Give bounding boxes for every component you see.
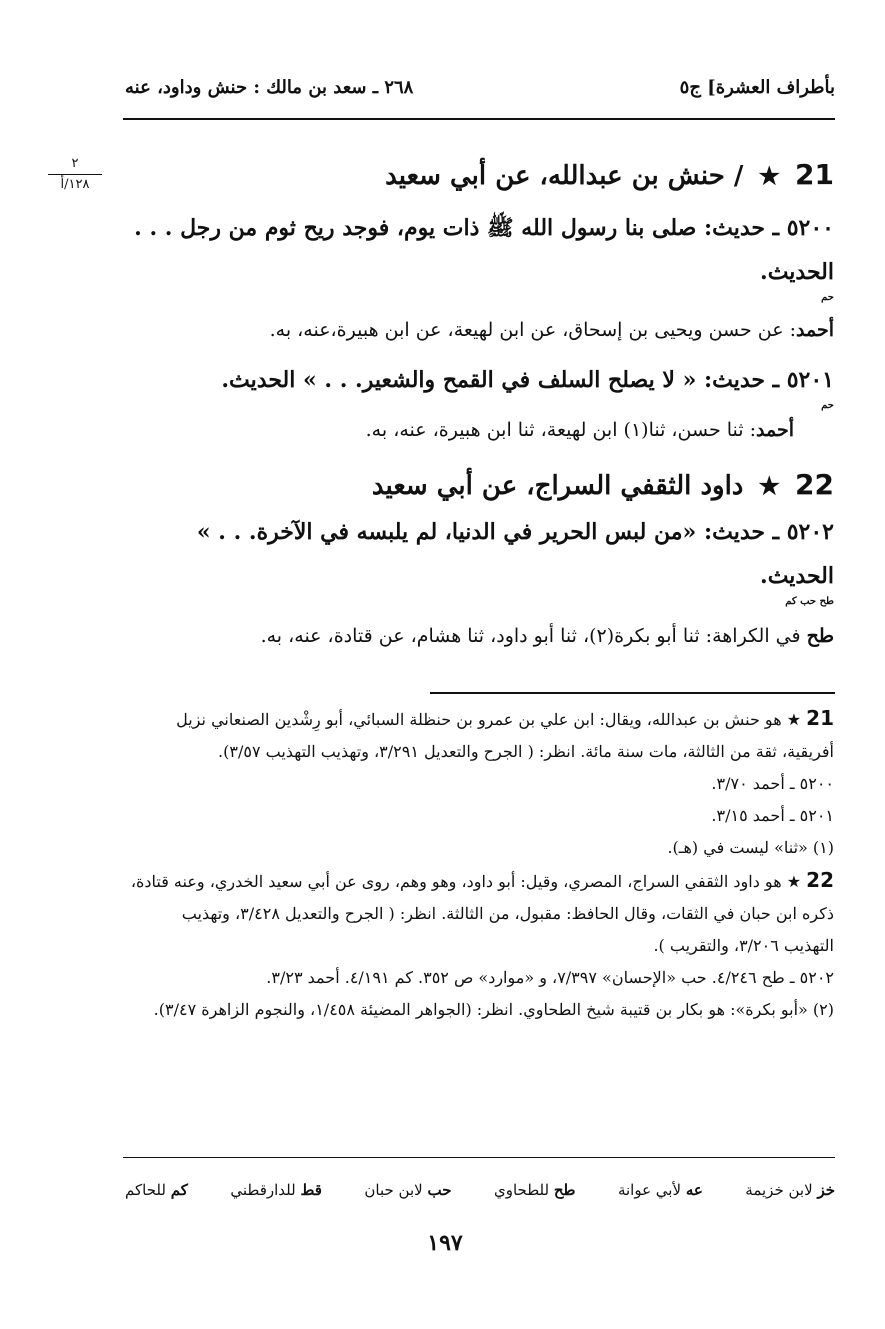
hadith-5200 bbox=[128, 206, 834, 294]
footnote-5200 bbox=[128, 768, 834, 800]
footnote-note-1 bbox=[128, 832, 834, 864]
running-head bbox=[125, 70, 835, 104]
footnote-5201 bbox=[128, 800, 834, 832]
legend-item: قط للدارقطني bbox=[230, 1181, 322, 1199]
hadith-5202 bbox=[128, 510, 834, 598]
section-number: 22 bbox=[795, 468, 834, 501]
abbreviation-legend bbox=[125, 1172, 835, 1208]
legend-item: عه لأبي عوانة bbox=[617, 1181, 703, 1199]
legend-item: حب لابن حبان bbox=[364, 1181, 452, 1199]
hadith-5201 bbox=[128, 358, 834, 402]
legend-item: خز لابن خزيمة bbox=[745, 1181, 835, 1199]
isnad-label: أحمد bbox=[796, 319, 834, 341]
hadith-source-sigla: طح حب كم bbox=[785, 596, 834, 607]
margin-note-bottom: ١٢٨/أ bbox=[60, 176, 90, 192]
section-heading bbox=[128, 460, 834, 510]
footnote-number: 22 bbox=[806, 868, 834, 892]
header-rule bbox=[123, 118, 835, 120]
star-icon: ★ bbox=[758, 161, 780, 190]
hadith-source-sigla: حم bbox=[821, 292, 834, 303]
margin-note-top: ٢ bbox=[71, 156, 79, 171]
page-number: ١٩٧ bbox=[427, 1230, 463, 1256]
footnote-text: (٢) «أبو بكرة»: هو بكار بن قتيبة شيخ الطحاوي. انظر: (الجواهر المضيئة ١/٤٥٨، والنجوم الزاهرة ٣/٤٧). bbox=[153, 1000, 834, 1019]
section-22 bbox=[128, 460, 834, 656]
footnotes bbox=[128, 702, 834, 1026]
footnote-text: هو داود الثقفي السراج، المصري، وقيل: أبو داود، وهو وهم، روى عن أبي سعيد الخدري، وعنه قتادة، ذكره ابن حبان في الثقات، وقال الحافظ: مقبول، من الثالثة. انظر: ( الجرح والتعديل ٣/٤٢٨، وتهذيب التهذيب ٣/٢٠٦، والتقريب ). bbox=[130, 872, 834, 955]
isnad-5202 bbox=[128, 616, 834, 656]
isnad-text: : ثنا حسن، ثنا(١) ابن لهيعة، ثنا ابن هبيرة، عنه، به. bbox=[365, 419, 757, 441]
section-heading bbox=[128, 150, 834, 200]
running-head-left: ٢٦٨ ـ سعد بن مالك : حنش وداود، عنه bbox=[125, 76, 414, 98]
margin-note-line bbox=[48, 174, 102, 175]
star-icon: ★ bbox=[786, 872, 802, 891]
hadith-text: ٥٢٠١ ـ حديث: « لا يصلح السلف في القمح والشعير. . . » الحديث. bbox=[221, 367, 834, 393]
footnote-number: 21 bbox=[806, 706, 834, 730]
footnote-22 bbox=[128, 864, 834, 962]
footnote-5202 bbox=[128, 962, 834, 994]
isnad-label: أحمد bbox=[756, 419, 794, 441]
margin-note bbox=[40, 156, 110, 192]
isnad-5201 bbox=[128, 410, 834, 450]
hadith-source-sigla: حم bbox=[821, 400, 834, 411]
legend-item: طح للطحاوي bbox=[493, 1181, 576, 1199]
section-21 bbox=[128, 150, 834, 450]
footnote-text: ٥٢٠١ ـ أحمد ٣/١٥. bbox=[711, 806, 834, 825]
footnote-text: (١) «ثنا» ليست في (هـ). bbox=[667, 838, 834, 857]
hadith-text: ٥٢٠٠ ـ حديث: صلى بنا رسول الله ﷺ ذات يوم، فوجد ريح ثوم من رجل . . . الحديث. bbox=[134, 215, 834, 285]
section-number: 21 bbox=[795, 158, 834, 191]
isnad-5200 bbox=[128, 310, 834, 350]
section-title: / حنش بن عبدالله، عن أبي سعيد bbox=[385, 161, 744, 191]
footnote-rule bbox=[430, 692, 835, 694]
isnad-label: طح bbox=[806, 625, 834, 647]
legend-item: كم للحاكم bbox=[125, 1181, 188, 1199]
footnote-text: ٥٢٠٠ ـ أحمد ٣/٧٠. bbox=[711, 774, 834, 793]
footnote-text: هو حنش بن عبدالله، ويقال: ابن علي بن عمرو بن حنظلة السبائي، أبو رِشْدين الصنعاني نزيل أفريقية، ثقة من الثالثة، مات سنة مائة. انظر: ( الجرح والتعديل ٣/٢٩١، وتهذيب التهذيب ٣/٥٧). bbox=[176, 710, 834, 761]
footnote-21 bbox=[128, 702, 834, 768]
footnote-note-2 bbox=[128, 994, 834, 1026]
section-title: داود الثقفي السراج، عن أبي سعيد bbox=[371, 471, 744, 501]
isnad-text: في الكراهة: ثنا أبو بكرة(٢)، ثنا أبو داود، ثنا هشام، عن قتادة، عنه، به. bbox=[260, 625, 807, 647]
isnad-text: : عن حسن ويحيى بن إسحاق، عن ابن لهيعة، عن ابن هبيرة،عنه، به. bbox=[269, 319, 797, 341]
star-icon: ★ bbox=[786, 710, 802, 729]
legend-rule bbox=[123, 1157, 835, 1158]
star-icon: ★ bbox=[758, 471, 780, 500]
running-head-right: بأطراف العشرة] ج٥ bbox=[679, 76, 835, 98]
footnote-text: ٥٢٠٢ ـ طح ٤/٢٤٦. حب «الإحسان» ٧/٣٩٧، و «موارد» ص ٣٥٢. كم ٤/١٩١. أحمد ٣/٢٣. bbox=[266, 968, 834, 987]
hadith-text: ٥٢٠٢ ـ حديث: «من لبس الحرير في الدنيا، لم يلبسه في الآخرة. . . » الحديث. bbox=[196, 519, 834, 589]
main-text bbox=[128, 150, 834, 656]
